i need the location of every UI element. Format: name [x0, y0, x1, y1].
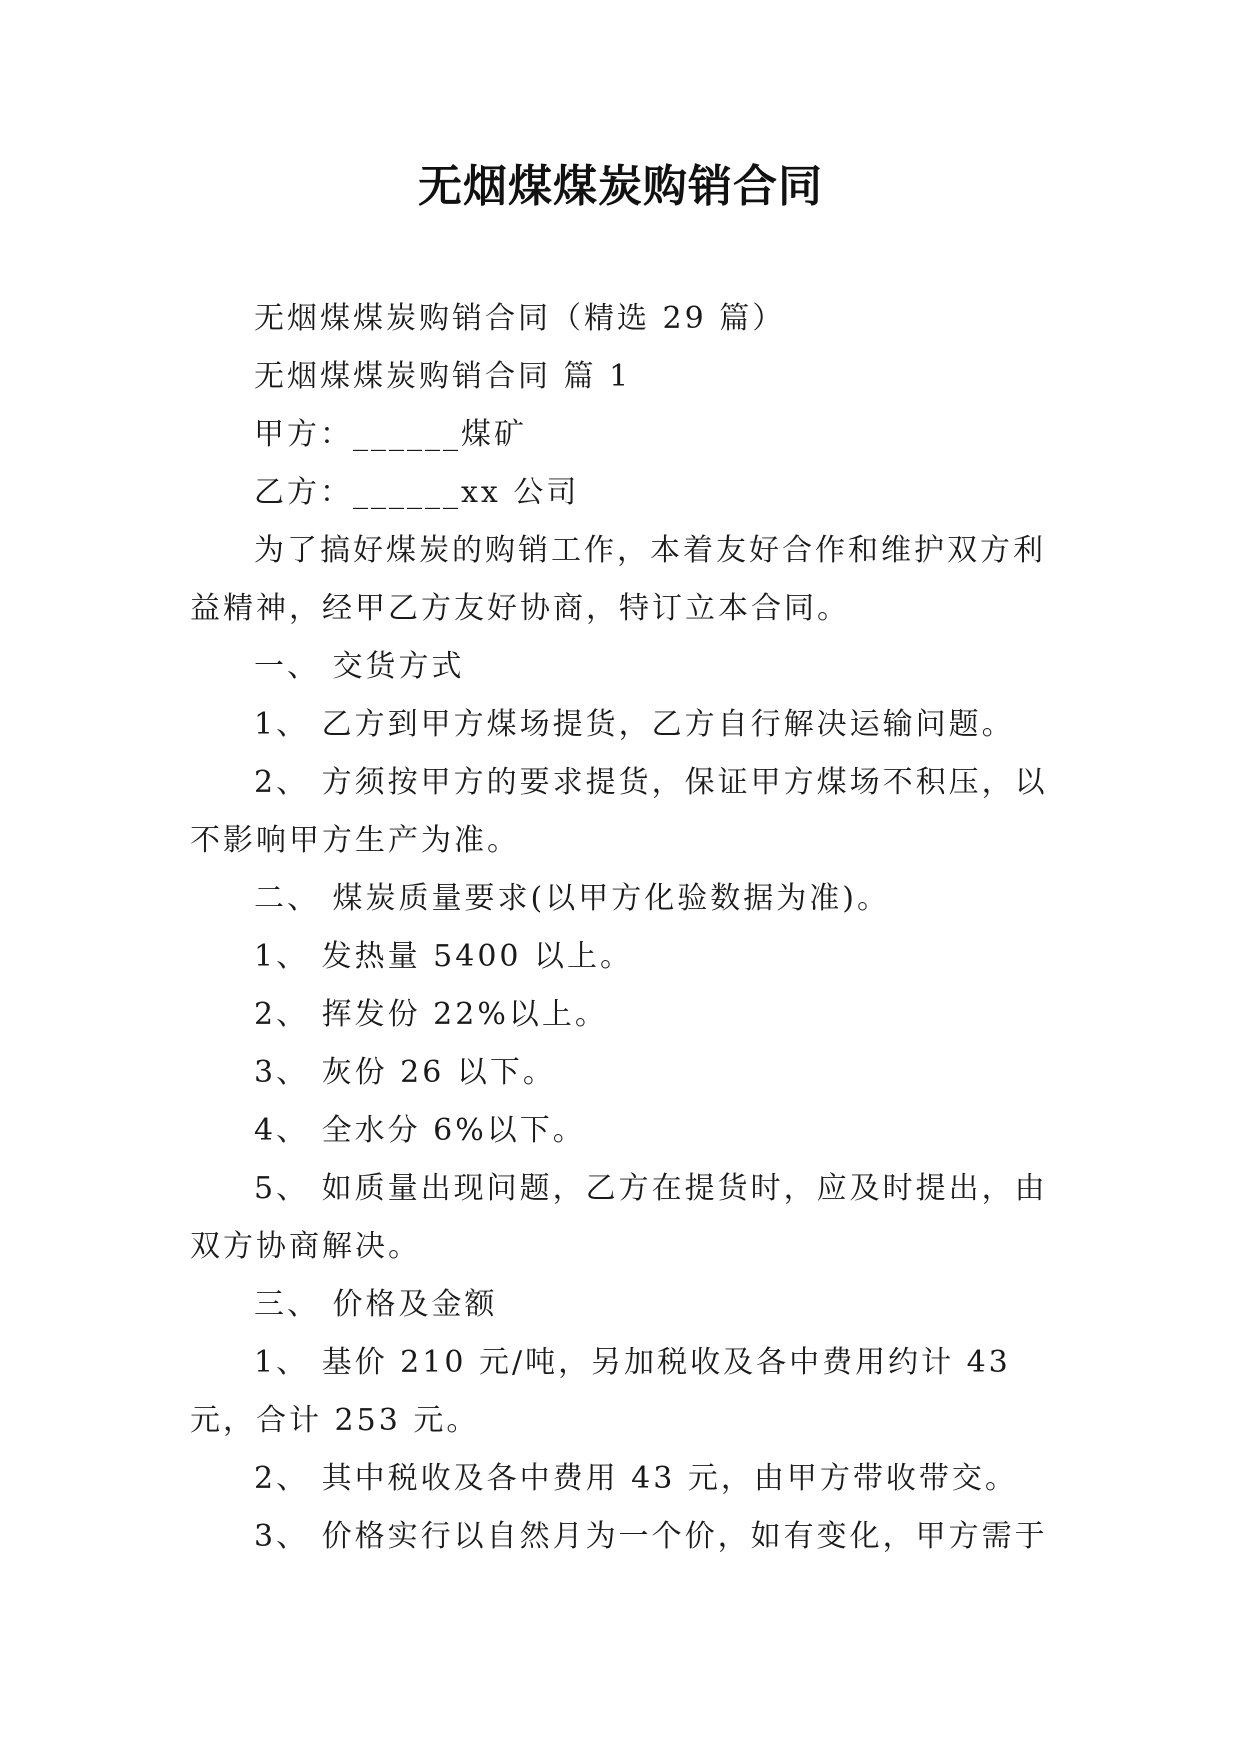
clause-quality-5: 5、 如质量出现问题，乙方在提货时，应及时提出，由双方协商解决。	[190, 1171, 1048, 1264]
paragraph-party-a: 甲方：______煤矿	[254, 417, 527, 452]
clause-delivery-2: 2、 方须按甲方的要求提货，保证甲方煤场不积压，以不影响甲方生产为准。	[190, 765, 1048, 858]
clause-quality-2: 2、 挥发份 22%以上。	[254, 997, 608, 1032]
document-title: 无烟煤煤炭购销合同	[418, 161, 823, 212]
section-heading-quality: 二、 煤炭质量要求(以甲方化验数据为准)。	[254, 881, 890, 916]
paragraph-subtitle: 无烟煤煤炭购销合同（精选 29 篇）	[254, 301, 786, 336]
clause-delivery-1: 1、 乙方到甲方煤场提货，乙方自行解决运输问题。	[254, 707, 1015, 742]
clause-quality-4: 4、 全水分 6%以下。	[254, 1113, 586, 1148]
clause-price-3: 3、 价格实行以自然月为一个价，如有变化，甲方需于	[254, 1519, 1048, 1554]
clause-price-1: 1、 基价 210 元/吨，另加税收及各中费用约计 43 元，合计 253 元。	[190, 1345, 1011, 1438]
section-heading-delivery: 一、 交货方式	[254, 649, 465, 684]
paragraph-chapter-heading: 无烟煤煤炭购销合同 篇 1	[254, 359, 632, 394]
section-heading-price: 三、 价格及金额	[254, 1287, 498, 1322]
clause-quality-1: 1、 发热量 5400 以上。	[254, 939, 634, 974]
clause-quality-3: 3、 灰份 26 以下。	[254, 1055, 556, 1090]
clause-price-2: 2、 其中税收及各中费用 43 元，由甲方带收带交。	[254, 1461, 1018, 1496]
paragraph-preamble: 为了搞好煤炭的购销工作，本着友好合作和维护双方利益精神，经甲乙方友好协商，特订立本合同。	[190, 533, 1046, 626]
paragraph-party-b: 乙方：______xx 公司	[254, 475, 580, 510]
document-body	[190, 290, 1070, 1566]
